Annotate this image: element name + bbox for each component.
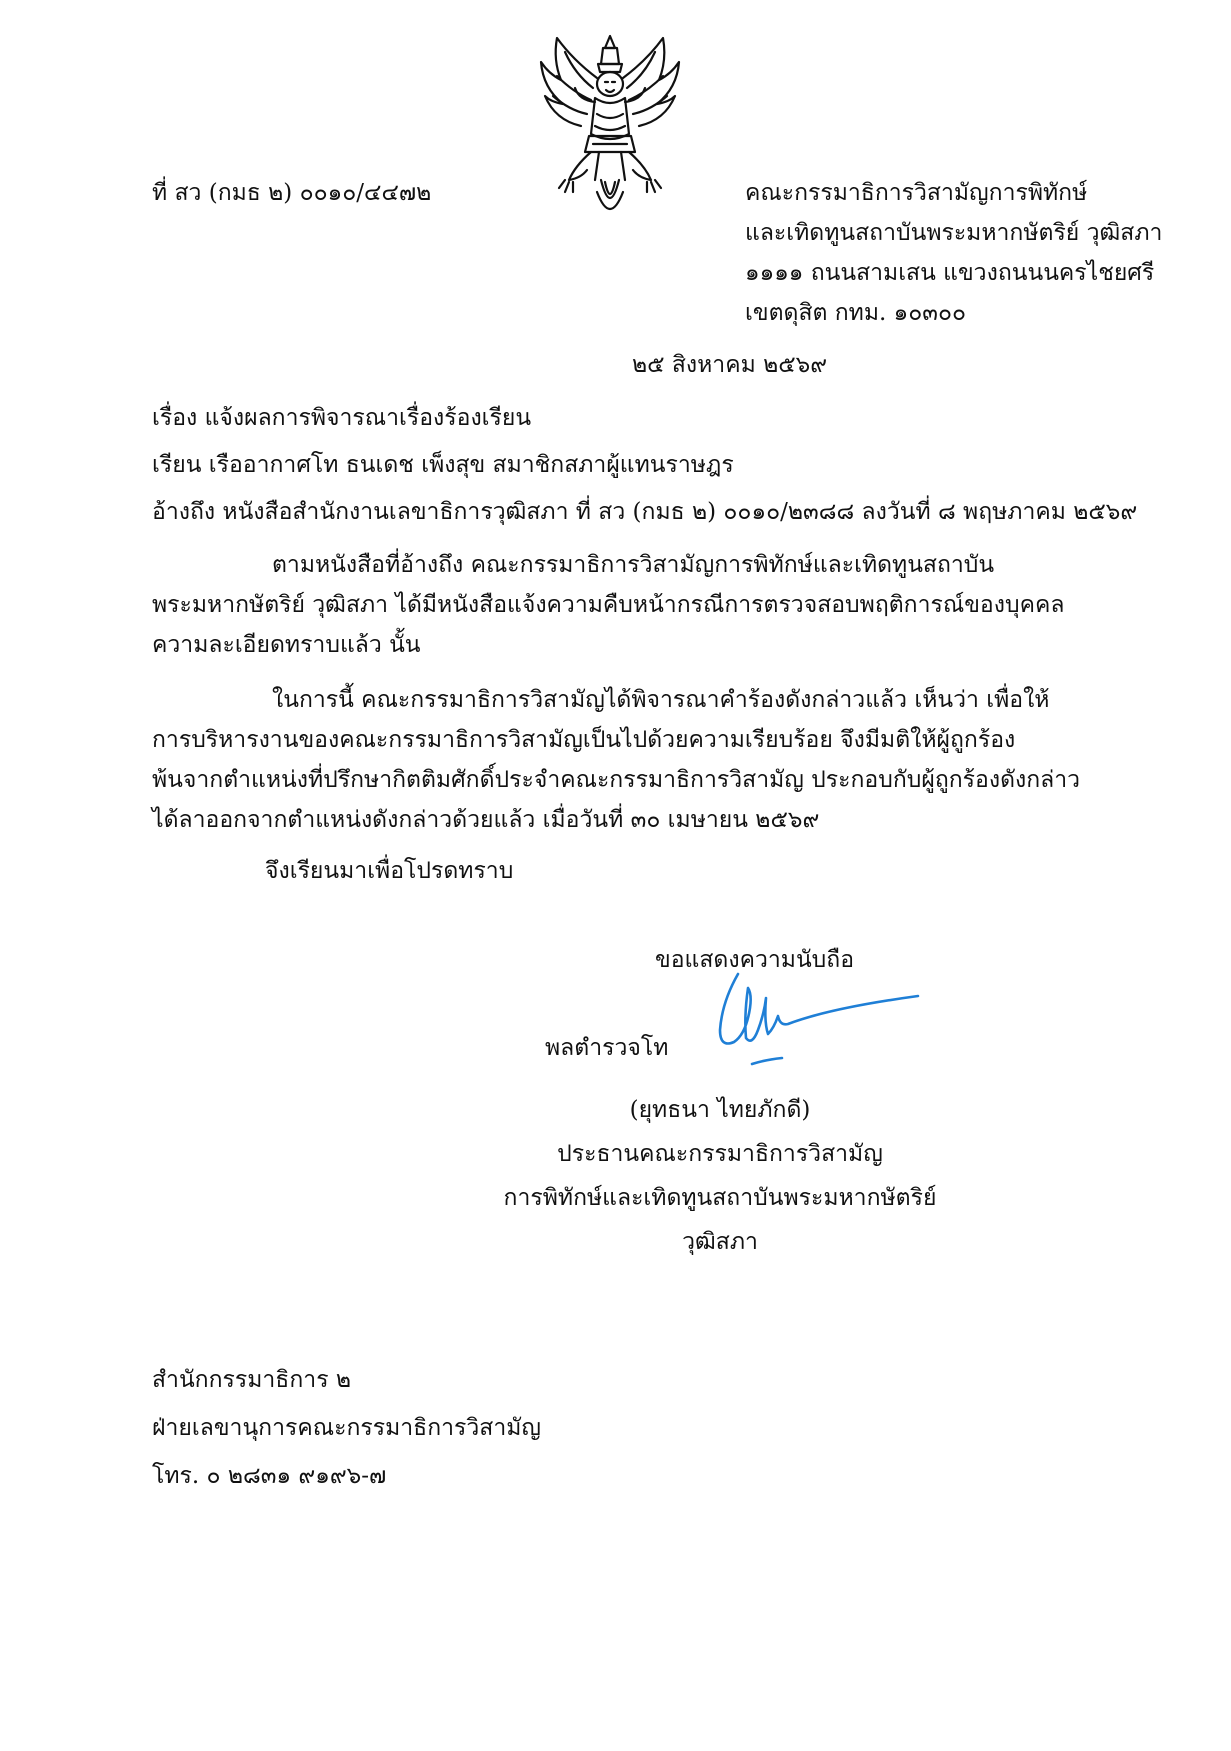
paragraph-2-line-4: ได้ลาออกจากตำแหน่งดังกล่าวด้วยแล้ว เมื่อวันที่ ๓๐ เมษายน ๒๕๖๙ — [152, 807, 820, 833]
valediction: ขอแสดงความนับถือ — [655, 947, 855, 973]
subject-line: เรื่อง แจ้งผลการพิจารณาเรื่องร้องเรียน — [152, 405, 532, 431]
paragraph-2-line-3: พ้นจากตำแหน่งที่ปรึกษากิตติมศักดิ์ประจำคณะกรรมาธิการวิสามัญ ประกอบกับผู้ถูกร้องดังกล่าว — [152, 767, 1081, 793]
garuda-emblem-icon — [535, 30, 685, 230]
paragraph-1-line-2: พระมหากษัตริย์ วุฒิสภา ได้มีหนังสือแจ้งความคืบหน้ากรณีการตรวจสอบพฤติการณ์ของบุคคล — [152, 592, 1065, 618]
paragraph-2-line-1: ในการนี้ คณะกรรมาธิการวิสามัญได้พิจารณาคำร้องดังกล่าวแล้ว เห็นว่า เพื่อให้ — [272, 687, 1050, 713]
signature-block — [500, 1088, 940, 1264]
signatory-position-line-2: การพิทักษ์และเทิดทูนสถาบันพระมหากษัตริย์ — [503, 1185, 937, 1211]
footer-phone: โทร. ๐ ๒๘๓๑ ๙๑๙๖-๗ — [152, 1463, 387, 1489]
sender-address-line-4: เขตดุสิต กทม. ๑๐๓๐๐ — [745, 300, 967, 326]
body-paragraph-2 — [152, 680, 1112, 840]
paragraph-2-line-2: การบริหารงานของคณะกรรมาธิการวิสามัญเป็นไปด้วยความเรียบร้อย จึงมีมติให้ผู้ถูกร้อง — [152, 727, 1016, 753]
handwritten-signature-icon — [700, 968, 930, 1078]
paragraph-1-line-3: ความละเอียดทราบแล้ว นั้น — [152, 632, 421, 658]
footer-division: ฝ่ายเลขานุการคณะกรรมาธิการวิสามัญ — [152, 1415, 542, 1441]
document-number: ที่ สว (กมธ ๒) ๐๐๑๐/๔๔๗๒ — [152, 180, 432, 206]
closing-line: จึงเรียนมาเพื่อโปรดทราบ — [265, 858, 514, 884]
sender-address-line-2: และเทิดทูนสถาบันพระมหากษัตริย์ วุฒิสภา — [745, 220, 1163, 246]
recipient-line: เรียน เรืออากาศโท ธนเดช เพ็งสุข สมาชิกสภาผู้แทนราษฎร — [152, 452, 734, 478]
signatory-position-line-3: วุฒิสภา — [682, 1229, 758, 1255]
signatory-position-line-1: ประธานคณะกรรมาธิการวิสามัญ — [557, 1141, 883, 1167]
sender-address-line-3: ๑๑๑๑ ถนนสามเสน แขวงถนนนครไชยศรี — [745, 260, 1155, 286]
paragraph-1-line-1: ตามหนังสือที่อ้างถึง คณะกรรมาธิการวิสามัญการพิทักษ์และเทิดทูนสถาบัน — [272, 552, 995, 578]
sender-address-line-1: คณะกรรมาธิการวิสามัญการพิทักษ์ — [745, 180, 1088, 206]
signatory-name: (ยุทธนา ไทยภักดี) — [629, 1097, 811, 1123]
document-date: ๒๕ สิงหาคม ๒๕๖๙ — [632, 352, 828, 378]
footer-office: สำนักกรรมาธิการ ๒ — [152, 1367, 352, 1393]
reference-line: อ้างถึง หนังสือสำนักงานเลขาธิการวุฒิสภา ที่ สว (กมธ ๒) ๐๐๑๐/๒๓๘๘ ลงวันที่ ๘ พฤษภาคม ๒๕๖๙ — [152, 499, 1138, 525]
signatory-rank: พลตำรวจโท — [545, 1035, 669, 1061]
body-paragraph-1 — [152, 545, 1112, 665]
